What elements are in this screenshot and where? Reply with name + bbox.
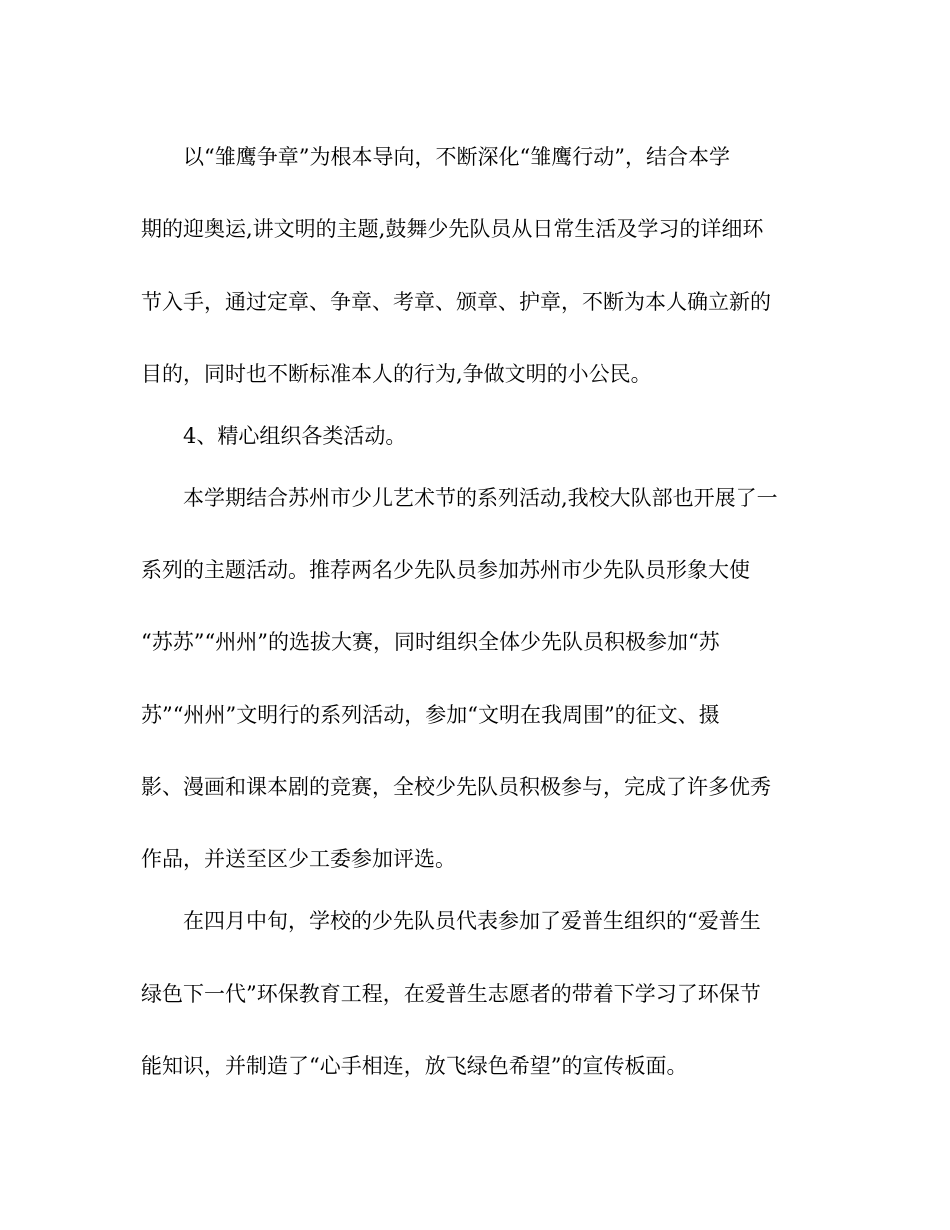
paragraph-line: 能知识，并制造了“心手相连，放飞绿色希望”的宣传板面。: [141, 1054, 688, 1078]
paragraph-line: “苏苏”“州州”的选拔大赛，同时组织全体少先队员积极参加“苏: [141, 630, 720, 654]
paragraph-line: 作品，并送至区少工委参加评选。: [141, 847, 456, 871]
paragraph-line: 在四月中旬，学校的少先队员代表参加了爱普生组织的“爱普生: [183, 909, 761, 933]
paragraph-line: 苏”“州州”文明行的系列活动，参加“文明在我周围”的征文、摄: [141, 703, 720, 727]
section-heading: 4、精心组织各类活动。: [183, 424, 407, 448]
paragraph-line: 目的，同时也不断标准本人的行为,争做文明的小公民。: [141, 362, 652, 386]
paragraph-line: 绿色下一代”环保教育工程，在爱普生志愿者的带着下学习了环保节: [141, 982, 761, 1006]
paragraph-line: 节入手，通过定章、争章、考章、颁章、护章，不断为本人确立新的: [141, 290, 771, 314]
paragraph-line: 系列的主题活动。推荐两名少先队员参加苏州市少先队员形象大使: [141, 558, 750, 582]
paragraph-line: 本学期结合苏州市少儿艺术节的系列活动,我校大队部也开展了一: [183, 486, 778, 510]
paragraph-line: 以“雏鹰争章”为根本导向，不断深化“雏鹰行动”，结合本学: [183, 145, 730, 169]
paragraph-line: 期的迎奥运,讲文明的主题,鼓舞少先队员从日常生活及学习的详细环: [141, 217, 764, 241]
paragraph-line: 影、漫画和课本剧的竞赛，全校少先队员积极参与，完成了许多优秀: [141, 775, 771, 799]
